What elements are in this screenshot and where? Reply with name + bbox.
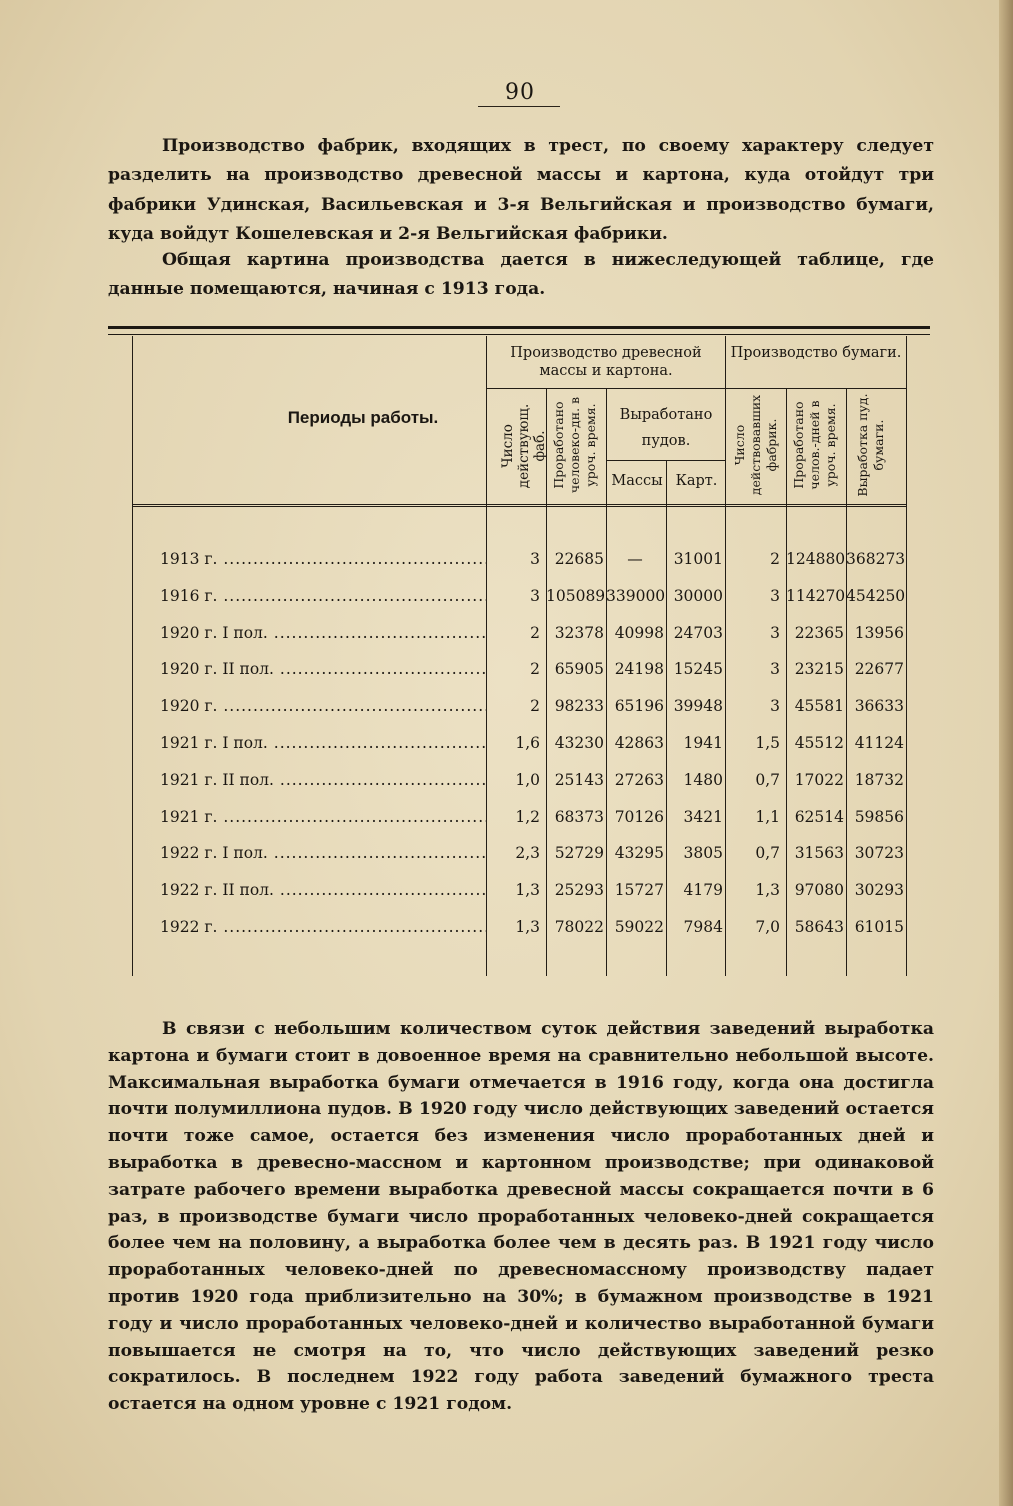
header-bottom-rule-double <box>132 506 906 507</box>
cell-wood-factories: 1,6 <box>515 734 540 752</box>
cell-wood-factories: 2,3 <box>515 844 540 863</box>
cell-paper-factories: 1,1 <box>755 807 780 826</box>
cell-paper-mandays: 22365 <box>794 623 844 642</box>
page-number-rule <box>478 106 560 107</box>
cell-wood-mass: 24198 <box>614 660 664 679</box>
cell-paper-output: 61015 <box>854 918 904 936</box>
header-rule <box>606 460 725 461</box>
cell-wood-cardboard: 3421 <box>683 807 723 826</box>
cell-paper-factories: 3 <box>770 623 780 642</box>
cell-wood-cardboard: 1941 <box>683 734 723 752</box>
cell-paper-output: 454250 <box>846 586 906 605</box>
cell-paper-mandays: 97080 <box>794 881 844 900</box>
cell-wood-cardboard: 15245 <box>673 660 723 679</box>
cell-wood-factories: 1,3 <box>515 881 540 900</box>
header-paper-output: Выработка пуд. бумаги. <box>855 393 886 497</box>
cell-period: 1921 г. ..... <box>160 808 486 826</box>
cell-wood-factories: 1,2 <box>515 807 540 826</box>
cell-wood-cardboard: 7984 <box>683 918 723 936</box>
cell-wood-mandays: 43230 <box>554 734 604 752</box>
paragraph-intro-1 <box>108 132 934 249</box>
paragraph-intro-2-text: Общая картина производства дается в нижеследующей таблице, где данные помещаются, начиная с 1913 года. <box>108 250 934 300</box>
cell-paper-factories: 3 <box>770 660 780 679</box>
cell-paper-factories: 3 <box>770 697 780 716</box>
cell-wood-mass: 15727 <box>614 881 664 900</box>
cell-paper-factories: 1,5 <box>755 734 780 752</box>
cell-period: 1922 г. I пол. ..... <box>160 844 486 862</box>
cell-period: 1920 г. ..... <box>160 697 486 715</box>
cell-wood-factories: 3 <box>530 586 540 605</box>
cell-wood-factories: 2 <box>530 623 540 642</box>
header-rule <box>486 388 725 389</box>
cell-wood-mass: 70126 <box>614 807 664 826</box>
cell-wood-mandays: 65905 <box>554 660 604 679</box>
cell-wood-mass: 27263 <box>614 770 664 789</box>
paragraph-intro-1-text: Производство фабрик, входящих в трест, по своему характеру следует разделить на производство древесной массы и картона, куда отойдут три фабрики Удинская, Васильевская и 3-я Вельгийская и производство бумаги, куда войдут Кошелевская и 2-я Вельгийская фабрики. <box>108 136 934 244</box>
table-row <box>108 918 930 954</box>
header-rule <box>725 388 906 389</box>
cell-paper-factories: 0,7 <box>755 844 780 863</box>
cell-paper-mandays: 23215 <box>794 660 844 679</box>
cell-paper-output: 18732 <box>854 770 904 789</box>
cell-wood-factories: 3 <box>530 550 540 568</box>
cell-wood-mandays: 32378 <box>554 623 604 642</box>
table-row <box>108 697 930 733</box>
cell-paper-mandays: 124880 <box>786 550 846 568</box>
cell-paper-factories: 0,7 <box>755 770 780 789</box>
table-row <box>108 808 930 844</box>
cell-wood-mandays: 52729 <box>554 844 604 863</box>
cell-wood-mandays: 105089 <box>546 586 606 605</box>
table-top-rule-thin <box>108 334 930 335</box>
cell-paper-output: 30293 <box>854 881 904 900</box>
header-group-paper: Производство бумаги. <box>730 345 902 361</box>
cell-period: 1922 г. II пол. ..... <box>160 881 486 899</box>
cell-wood-cardboard: 1480 <box>683 770 723 789</box>
header-wood-factories: Число действующ. фаб. <box>500 403 548 489</box>
cell-paper-mandays: 58643 <box>794 918 844 936</box>
cell-paper-output: 36633 <box>854 697 904 716</box>
cell-paper-output: 41124 <box>854 734 904 752</box>
cell-paper-mandays: 45581 <box>794 697 844 716</box>
cell-paper-mandays: 17022 <box>794 770 844 789</box>
header-wood-mandays: Проработано человеко-дн. в уроч. время. <box>551 396 598 494</box>
cell-period: 1916 г. ..... <box>160 587 486 605</box>
cell-paper-mandays: 31563 <box>794 844 844 863</box>
cell-wood-cardboard: 39948 <box>673 697 723 716</box>
header-group-wood: Производство древесной массы и картона. <box>510 345 702 379</box>
table-row <box>108 734 930 770</box>
cell-wood-cardboard: 3805 <box>683 844 723 863</box>
cell-wood-cardboard: 30000 <box>673 586 723 605</box>
production-table <box>108 336 930 976</box>
header-paper-mandays: Проработано челов.-дней в уроч. время. <box>791 400 838 490</box>
cell-wood-factories: 2 <box>530 660 540 679</box>
cell-paper-output: 59856 <box>854 807 904 826</box>
paragraph-conclusion <box>108 1016 934 1418</box>
cell-wood-mandays: 98233 <box>554 697 604 716</box>
cell-paper-mandays: 114270 <box>786 586 846 605</box>
cell-paper-mandays: 62514 <box>794 807 844 826</box>
cell-wood-mass: 339000 <box>606 586 666 605</box>
header-paper-factories: Число действовавших фабрик. <box>732 394 779 496</box>
cell-paper-factories: 7,0 <box>755 918 780 936</box>
table-row <box>108 660 930 696</box>
cell-wood-factories: 1,0 <box>515 770 540 789</box>
cell-wood-mass: 59022 <box>614 918 664 936</box>
page-number: 90 <box>505 80 535 105</box>
cell-wood-mandays: 68373 <box>554 807 604 826</box>
cell-period: 1921 г. II пол. ..... <box>160 771 486 789</box>
table-row <box>108 550 930 586</box>
table-row <box>108 587 930 623</box>
cell-wood-mass: 65196 <box>614 697 664 716</box>
page-edge <box>999 0 1013 1506</box>
cell-wood-factories: 1,3 <box>515 918 540 936</box>
cell-wood-cardboard: 4179 <box>683 881 723 900</box>
header-bottom-rule <box>132 504 906 505</box>
cell-wood-factories: 2 <box>530 697 540 716</box>
table-row <box>108 844 930 880</box>
cell-wood-mandays: 78022 <box>554 918 604 936</box>
table-row <box>108 881 930 917</box>
table-row <box>108 771 930 807</box>
cell-period: 1921 г. I пол. ..... <box>160 734 486 752</box>
cell-paper-factories: 1,3 <box>755 881 780 900</box>
cell-wood-mandays: 25143 <box>554 770 604 789</box>
table-row <box>108 624 930 660</box>
paragraph-intro-2 <box>108 246 934 305</box>
cell-paper-output: 22677 <box>854 660 904 679</box>
cell-wood-mandays: 22685 <box>554 550 604 568</box>
cell-paper-output: 13956 <box>854 623 904 642</box>
header-wood-output: Выработано пудов. <box>619 407 713 449</box>
cell-paper-factories: 3 <box>770 586 780 605</box>
cell-wood-mass: 43295 <box>614 844 664 863</box>
header-periods: Периоды работы. <box>287 408 439 427</box>
cell-wood-cardboard: 24703 <box>673 623 723 642</box>
cell-wood-mass: 40998 <box>614 623 664 642</box>
cell-paper-output: 30723 <box>854 844 904 863</box>
cell-period: 1920 г. II пол. ..... <box>160 660 486 678</box>
cell-wood-cardboard: 31001 <box>673 550 723 568</box>
cell-paper-output: 368273 <box>846 550 906 568</box>
cell-paper-mandays: 45512 <box>794 734 844 752</box>
cell-wood-mass: 42863 <box>614 734 664 752</box>
cell-wood-mass: — <box>627 550 643 568</box>
table-top-rule <box>108 326 930 329</box>
cell-paper-factories: 2 <box>770 550 780 568</box>
paragraph-conclusion-text: В связи с небольшим количеством суток действия заведений выработка картона и бумаги стоит в довоенное время на сравнительно небольшой высоте. Максимальная выработка бумаги отмечается в 1916 году, когда она достигла почти полумиллиона пудов. В 1920 году число действующих заведений остается почти тоже самое, остается без изменения число проработанных дней и выработка в древесно-массном и картонном производстве; при одинаковой затрате рабочего времени выработка древесной массы сокращается почти в 6 раз, в производстве бумаги число проработанных человеко-дней сокращается более чем на половину, а выработка более чем в десять раз. В 1921 году число проработанных человеко-дней по древесномассному производству падает против 1920 года приблизительно на 30%; в бумажном производстве в 1921 году и число проработанных человеко-дней и количество выработанной бумаги повышается не смотря на то, что число действующих заведений резко сократилось. В последнем 1922 году работа заведений бумажного треста остается на одном уровне с 1921 годом. <box>108 1019 934 1415</box>
cell-period: 1913 г. ..... <box>160 550 486 568</box>
header-wood-cardboard: Карт. <box>675 473 718 489</box>
header-wood-mass: Массы <box>611 473 663 489</box>
cell-period: 1920 г. I пол. ..... <box>160 624 486 642</box>
cell-period: 1922 г. ..... <box>160 918 486 936</box>
cell-wood-mandays: 25293 <box>554 881 604 900</box>
